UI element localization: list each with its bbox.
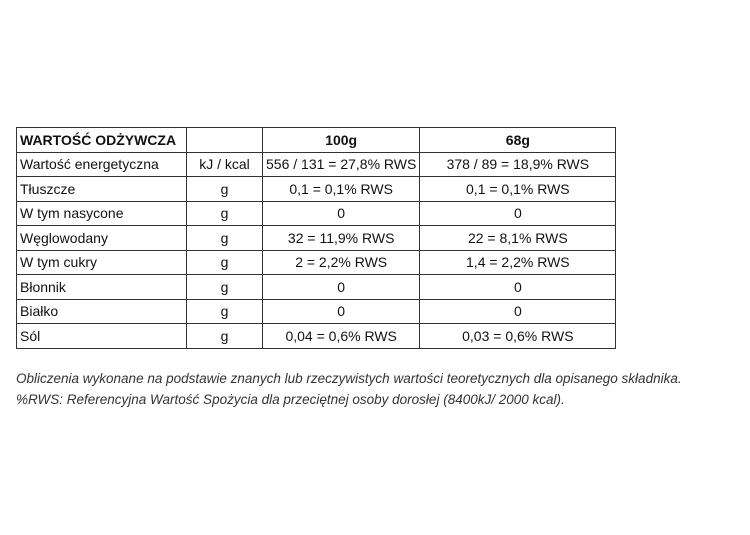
rws-note: %RWS: Referencyjna Wartość Spożycia dla przeciętnej osoby dorosłej (8400kJ/ 2000 kcal). [16,392,565,407]
nutrition-table [16,127,616,349]
table-row [17,226,616,251]
value-68g: 0,1 = 0,1% RWS [420,177,616,202]
table-row [17,250,616,275]
header-nutrition-value: WARTOŚĆ ODŻYWCZA [17,128,187,153]
value-100g: 32 = 11,9% RWS [263,226,420,251]
table-row [17,299,616,324]
nutrient-name: Węglowodany [17,226,187,251]
value-100g: 2 = 2,2% RWS [263,250,420,275]
nutrient-name: Wartość energetyczna [17,152,187,177]
nutrient-unit: g [187,250,263,275]
header-100g: 100g [263,128,420,153]
nutrient-unit: g [187,177,263,202]
value-68g: 0 [420,275,616,300]
value-100g: 556 / 131 = 27,8% RWS [263,152,420,177]
nutrient-name: Białko [17,299,187,324]
nutrient-name: Tłuszcze [17,177,187,202]
value-68g: 0,03 = 0,6% RWS [420,324,616,349]
value-100g: 0 [263,299,420,324]
nutrient-name: Sól [17,324,187,349]
value-68g: 378 / 89 = 18,9% RWS [420,152,616,177]
nutrient-unit: kJ / kcal [187,152,263,177]
value-68g: 1,4 = 2,2% RWS [420,250,616,275]
header-unit [187,128,263,153]
table-row [17,275,616,300]
footnotes [16,368,682,410]
nutrient-unit: g [187,324,263,349]
nutrient-unit: g [187,299,263,324]
value-68g: 22 = 8,1% RWS [420,226,616,251]
nutrient-name: W tym nasycone [17,201,187,226]
table-row [17,152,616,177]
header-68g: 68g [420,128,616,153]
table-row [17,201,616,226]
value-68g: 0 [420,299,616,324]
value-100g: 0 [263,275,420,300]
table-header-row [17,128,616,153]
calculation-note: Obliczenia wykonane na podstawie znanych lub rzeczywistych wartości teoretycznych dla opisanego składnika. [16,371,682,386]
value-100g: 0,1 = 0,1% RWS [263,177,420,202]
nutrient-name: Błonnik [17,275,187,300]
nutrient-unit: g [187,226,263,251]
table-row [17,324,616,349]
value-100g: 0,04 = 0,6% RWS [263,324,420,349]
nutrient-name: W tym cukry [17,250,187,275]
value-100g: 0 [263,201,420,226]
table-row [17,177,616,202]
nutrient-unit: g [187,201,263,226]
value-68g: 0 [420,201,616,226]
nutrient-unit: g [187,275,263,300]
